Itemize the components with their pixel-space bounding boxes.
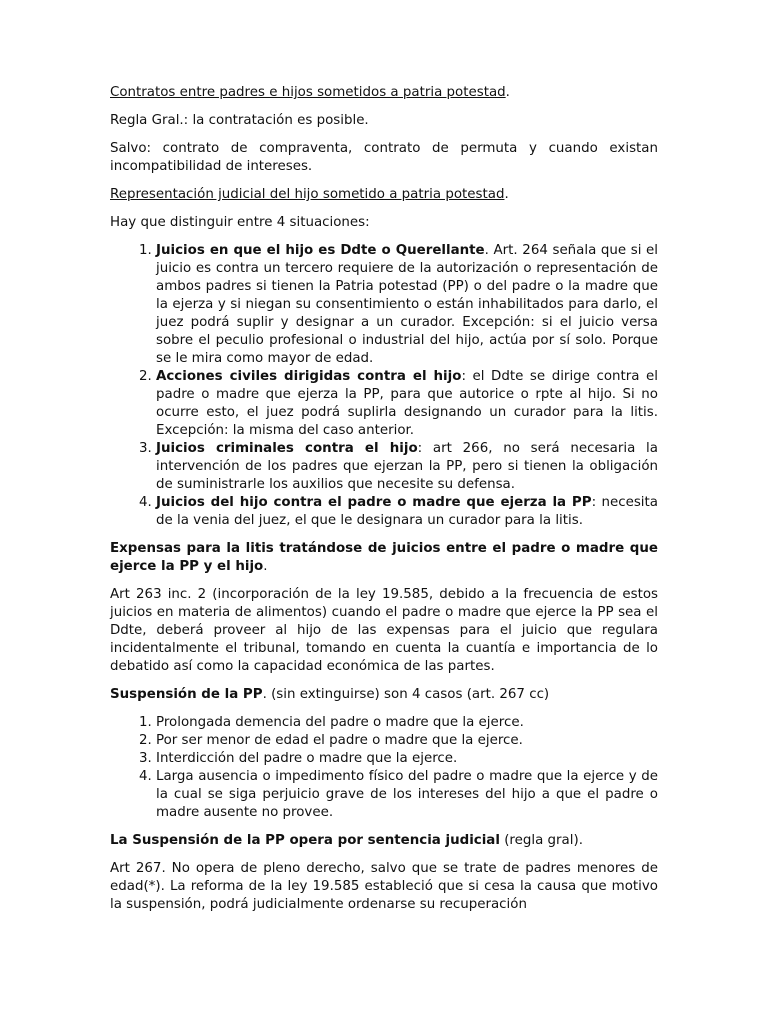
- section1-heading: [110, 84, 658, 102]
- section1-title-end: .: [505, 85, 510, 100]
- section1-exception: Salvo: contrato de compraventa, contrato de permuta y cuando existan incompatibilidad de intereses.: [110, 141, 658, 174]
- section3-body: Art 263 inc. 2 (incorporación de la ley 19.585, debido a la frecuencia de estos juicios en materia de alimentos) cuando el padre o madre que ejerce la PP sea el Ddte, deberá proveer al hijo de las expensas para el juicio que regulara incidentalmente el tribunal, tomando en cuenta la cuantía e importancia de lo debatido así como la capacidad económica de las partes.: [110, 587, 658, 674]
- list-item-title: Juicios criminales contra el hijo: [156, 441, 418, 456]
- list-item: [156, 368, 658, 440]
- suspension-list: [110, 714, 658, 822]
- list-item: [156, 494, 658, 530]
- list-item: 2. Por ser menor de edad el padre o madre que la ejerce.: [156, 732, 658, 750]
- list-item: 4. Larga ausencia o impedimento físico del padre o madre que la ejerce y de la cual se siga perjuicio grave de los intereses del hijo a que el padre o madre ausente no provee.: [156, 768, 658, 822]
- section1-rule: Regla Gral.: la contratación es posible.: [110, 113, 369, 128]
- list-item-title: Juicios en que el hijo es Ddte o Querellante: [156, 243, 485, 258]
- section2-intro: Hay que distinguir entre 4 situaciones:: [110, 215, 370, 230]
- section3-title: Expensas para la litis tratándose de juicios entre el padre o madre que ejerce la PP y el hijo: [110, 541, 658, 574]
- section4-title-rest: . (sin extinguirse) son 4 casos (art. 267 cc): [262, 687, 550, 702]
- list-item-title: Juicios del hijo contra el padre o madre que ejerza la PP: [156, 495, 592, 510]
- list-item-text: : art 266, no será necesaria la intervención de los padres que ejerzan la PP, pero si tienen la obligación de suministrarle los auxilios que necesite su defensa.: [156, 441, 658, 492]
- section5-body: Art 267. No opera de pleno derecho, salvo que se trate de padres menores de edad(*). La reforma de la ley 19.585 estableció que si cesa la causa que motivo la suspensión, podrá judicialmente ordenarse su recuperación: [110, 861, 658, 912]
- section2-heading: [110, 186, 658, 204]
- list-item-text: . Art. 264 señala que si el juicio es contra un tercero requiere de la autorización o representación de ambos padres si tienen la Patria potestad (PP) o del padre o la madre que la ejerza y si niegan su consentimiento o están inhabilitados para darlo, el juez podrá suplir y designar a un curador. Excepción: si el juicio versa sobre el peculio profesional o industrial del hijo, actúa por sí solo. Porque se le mira como mayor de edad.: [156, 243, 658, 366]
- list-item-text: : el Ddte se dirige contra el padre o madre que ejerza la PP, para que autorice o rpte al hijo. Si no ocurre esto, el juez podrá suplirla designando un curador para la litis. Excepción: la misma del caso anterior.: [156, 369, 659, 438]
- section1-title: Contratos entre padres e hijos sometidos a patria potestad: [110, 85, 506, 100]
- list-item: [156, 440, 658, 494]
- situations-list: [110, 242, 658, 530]
- section5-title-rest: (regla gral).: [499, 833, 583, 848]
- section3-heading: [110, 540, 658, 576]
- list-item: [156, 242, 658, 368]
- section4-title: Suspensión de la PP: [110, 687, 263, 702]
- section4-heading: [110, 686, 658, 704]
- list-item: 1. Prolongada demencia del padre o madre que la ejerce.: [156, 714, 658, 732]
- list-item-title: Acciones civiles dirigidas contra el hijo: [156, 369, 462, 384]
- list-item: 3. Interdicción del padre o madre que la ejerce.: [156, 750, 658, 768]
- section3-title-end: .: [263, 559, 268, 574]
- list-item-text: : necesita de la venia del juez, el que le designara un curador para la litis.: [156, 495, 658, 528]
- section2-title-end: .: [504, 187, 509, 202]
- section5-heading: [110, 832, 658, 850]
- section2-title: Representación judicial del hijo sometido a patria potestad: [110, 187, 505, 202]
- section5-title: La Suspensión de la PP opera por sentencia judicial: [110, 833, 500, 848]
- document-page: [110, 84, 658, 924]
